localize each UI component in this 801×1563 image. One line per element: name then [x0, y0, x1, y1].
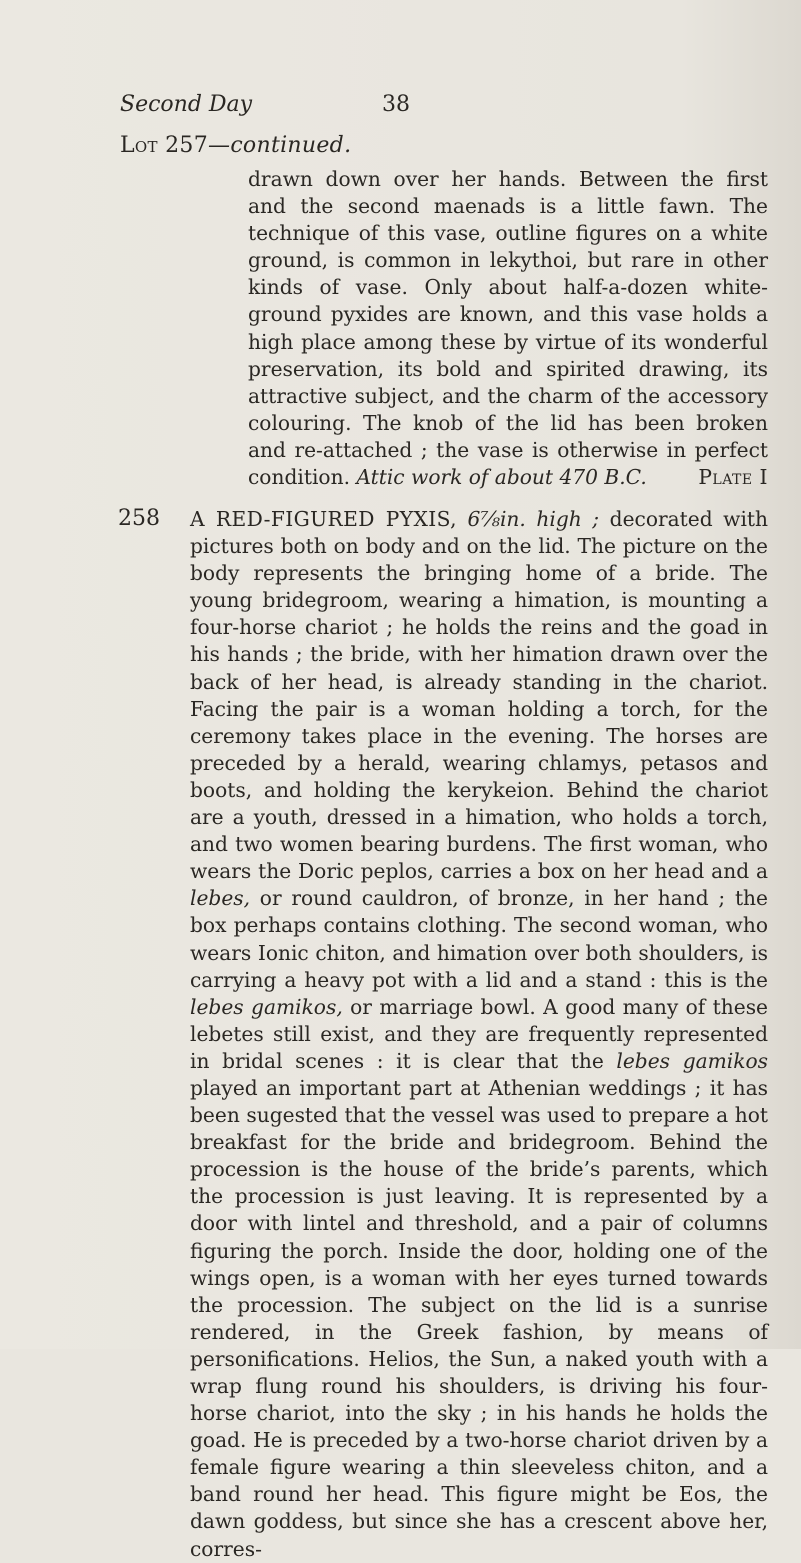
page-number: 38	[382, 92, 410, 117]
lot-258-body-2: or round cauldron, of bronze, in her hand ; the box perhaps contains clothing. The second woman, who wears Ionic chiton, and himation over both shoulders, is carrying a heavy pot with a lid and a stand : this is the	[190, 886, 769, 992]
page-header	[120, 92, 760, 124]
continued-description	[248, 166, 768, 491]
lot-258-body-3: or marriage bowl. A good many of these lebetes still exist, and they are frequently represented in bridal scenes : it is clear that the	[190, 994, 769, 1073]
lot-number-258: 258	[118, 506, 160, 531]
lot-heading	[120, 133, 351, 158]
lot-258-description	[190, 506, 768, 1563]
lot-258-body-1: decorated with pictures both on body and on the lid. The picture on the body represents the bringing home of a bride. The young bridegroom, wearing a himation, is mounting a four-horse chariot ; he holds the reins and the goad in his hands ; the bride, with her himation drawn over the back of her head, is already standing in the chariot. Facing the pair is a woman holding a torch, for the ceremony takes place in the evening. The horses are preceded by a herald, wearing chlamys, petasos and boots, and holding the kerykeion. Behind the chariot are a youth, dressed in a himation, who holds a torch, and two women bearing burdens. The first woman, who wears the Doric peplos, carries a box on her head and a	[190, 507, 769, 884]
lot-258-dimension: 6⅞in. high ;	[467, 507, 600, 531]
lot-258-body-4: played an important part at Athenian weddings ; it has been sugested that the vessel was used to prepare a hot breakfast for the bride and bridegroom. Behind the procession is the house of the bride’s parents, which the procession is just leaving. It is represented by a door with lintel and threshold, and a pair of columns figuring the porch. Inside the door, holding one of the wings open, is a woman with her eyes turned towards the procession. The subject on the lid is a sunrise rendered, in the Greek fashion, by means of personifications. Helios, the Sun, a naked youth with a wrap flung round his shoulders, is driving his four-horse chariot, into the sky ; in his hands he holds the goad. He is preceded by a two-horse chariot driven by a female figure wearing a thin sleeveless chiton, and a band round her head. This figure might be Eos, the dawn goddess, but since she has a crescent above her, corres-	[190, 1075, 768, 1561]
term-lebes-gamikos: lebes gamikos,	[190, 994, 343, 1019]
lot-number: 257	[165, 133, 209, 158]
continued-body: drawn down over her hands. Between the first and the second maenads is a little fawn. The technique of this vase, outline figures on a white ground, is common in lekythoi, but rare in other kinds of vase. Only about half-a-dozen white-ground pyxides are known, and this vase holds a high place among these by virtue of its wonderful preservation, its bold and spirited drawing, its attractive subject, and the charm of the accessory colouring. The knob of the lid has been broken and re-attached ; the vase is otherwise in perfect condition.	[248, 167, 768, 490]
running-title: Second Day	[120, 92, 253, 117]
term-gamikos-2: gamikos	[682, 1048, 768, 1073]
term-lebes: lebes,	[190, 886, 251, 911]
attribution: Attic work of about 470 B.C.	[356, 465, 647, 490]
term-lebes-2: lebes	[616, 1048, 671, 1073]
lot-label: Lot	[120, 133, 158, 158]
continued-label: —continued.	[208, 133, 352, 158]
plate-reference: Plate I	[698, 465, 768, 490]
lot-258-title: A RED-FIGURED PYXIS,	[190, 507, 457, 531]
